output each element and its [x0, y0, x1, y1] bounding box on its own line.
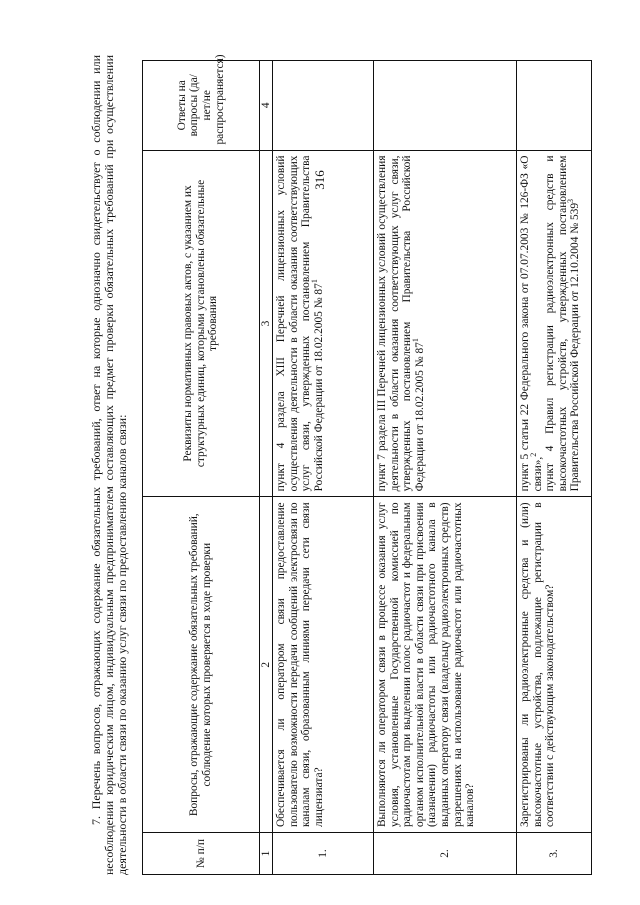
row-reference — [517, 150, 592, 497]
row-answer — [374, 61, 517, 151]
rotated-page-content — [89, 54, 582, 875]
table-header-row — [143, 61, 260, 875]
row-question: Обеспечивается ли оператором связи предоставление пользователю возможности передачи сообщений электросвязи по каналам связи, образованным линиями передачи сети связи лицензиата? — [273, 497, 374, 833]
header-reference: Реквизиты нормативных правовых актов, с указанием их структурных единиц, которыми установлены обязательные требования — [143, 150, 260, 497]
intro-number: 7. — [89, 816, 103, 825]
row-reference: пункт 7 раздела III Перечней лицензионных условий осуществления деятельности в области оказания соответствующих услуг связи, утвержденных постановлением Правительства Российской Федерации от 18.02.2005 № $87^1$ — [374, 150, 517, 497]
header-answer: Ответы на вопросы (да/нет/не распространяется) — [143, 61, 260, 151]
row-reference: пункт 4 раздела XIII Перечней лицензионных условий осуществления деятельности в области оказания соответствующих услуг связи, утвержденных постановлением Правительства Российской Федерации от 18.02.2005 № $87^1$ — [273, 150, 374, 497]
requirements-table — [142, 54, 592, 875]
row-reference-main: пункт 5 статьи 22 Федерального закона от 07.07.2003 № 126-ФЗ «О связи»,$^2$ — [519, 155, 544, 492]
table-row — [273, 61, 374, 875]
column-number: 2 — [260, 497, 273, 833]
page-number: 316 — [312, 170, 327, 190]
column-number: 3 — [260, 150, 273, 497]
row-number: 1. — [273, 833, 374, 875]
row-question: Зарегистрированы ли радиоэлектронные средства и (или) высокочастотные устройства, подлежащие регистрации в соответствии с действующим законодательством? — [517, 497, 592, 833]
header-question: Вопросы, отражающие содержание обязательных требований, соблюдение которых проверяется в ходе проверки — [143, 497, 260, 833]
intro-paragraph — [90, 55, 130, 875]
table-row — [374, 61, 517, 875]
row-number: 3. — [517, 833, 592, 875]
table-row — [517, 61, 592, 875]
row-question: Выполняются ли оператором связи в процессе оказания услуг условия, установленные Государственной комиссией по радиочастотам при выделении полос радиочастот и федеральным органом исполнительной власти в области связи при присвоении (назначении) радиочастоты или радиочастотного канала в выданных оператору связи (владельцу радиоэлектронных средств) разрешениях на использование радиочастот или радиочастотных каналов? — [374, 497, 517, 833]
row-reference-extra: пункт 4 Правил регистрации радиоэлектронных средств и высокочастотных устройств, утвержденных постановлением Правительства Российской Федерации от 12.10.2004 № $539^3$ — [544, 155, 582, 492]
intro-text: Перечень вопросов, отражающих содержание обязательных требований, ответ на которые однозначно свидетельствует о соблюдении или несоблюдении юридическим лицом, индивидуальным предпринимателем составляющих предмет проверки обязательных требований при осуществлении деятельности в области связи по оказанию услуг связи по предоставлению каналов связи: — [89, 54, 130, 875]
column-number-row — [260, 61, 273, 875]
column-number: 1 — [260, 833, 273, 875]
row-answer — [517, 61, 592, 151]
row-number: 2. — [374, 833, 517, 875]
header-num: № п/п — [143, 833, 260, 875]
row-answer — [273, 61, 374, 151]
column-number: 4 — [260, 61, 273, 151]
